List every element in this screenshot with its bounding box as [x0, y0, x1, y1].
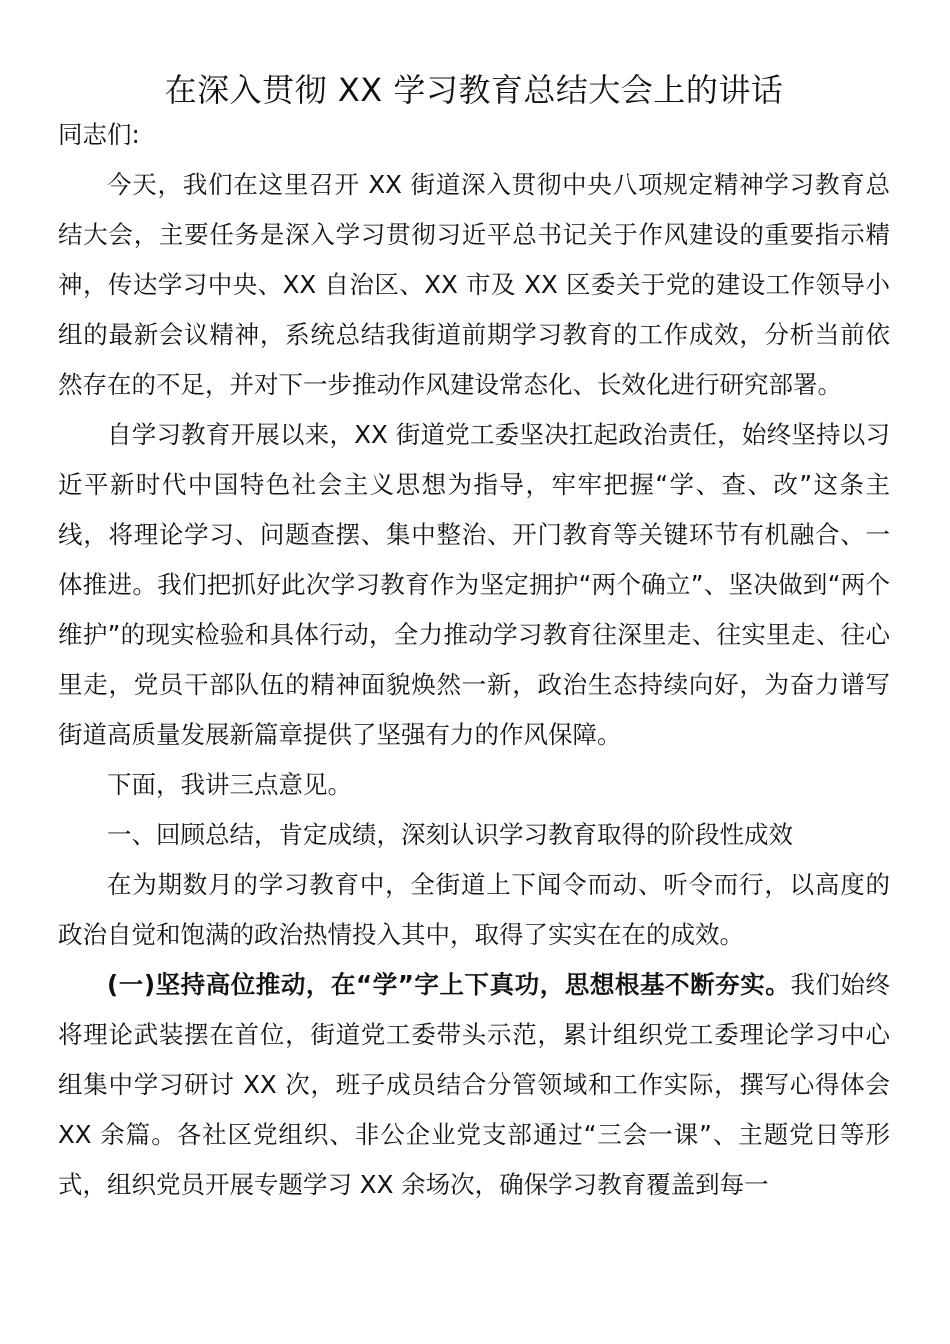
subsection-text: 我们始终将理论武装摆在首位，街道党工委带头示范，累计组织党工委理论学习中心组集中学习研讨 XX 次，班子成员结合分管领域和工作实际，撰写心得体会 XX 余篇。各社区党组织、非公企业党支部通过“三会一课”、主题党日等形式，组织党员开展专题学习 XX 余场次，确保学习教育覆盖到每一 — [58, 970, 890, 1199]
paragraph-overview: 自学习教育开展以来，XX 街道党工委坚决扛起政治责任，始终坚持以习近平新时代中国特色社会主义思想为指导，牢牢把握“学、查、改”这条主线，将理论学习、问题查摆、集中整治、开门教育等关键环节有机融合、一体推进。我们把抓好此次学习教育作为坚定拥护“两个确立”、坚决做到“两个维护”的现实检验和具体行动，全力推动学习教育往深里走、往实里走、往心里走，党员干部队伍的精神面貌焕然一新，政治生态持续向好，为奋力谱写街道高质量发展新篇章提供了坚强有力的作风保障。 — [58, 420, 890, 749]
subsection-paragraph — [58, 960, 890, 1210]
document-title: 在深入贯彻 XX 学习教育总结大会上的讲话 — [164, 71, 784, 109]
document-page — [58, 62, 890, 1210]
subsection-heading: (一)坚持高位推动，在“学”字上下真功，思想根基不断夯实。 — [107, 970, 791, 999]
paragraph-opening: 今天，我们在这里召开 XX 街道深入贯彻中央八项规定精神学习教育总结大会，主要任务是深入学习贯彻习近平总书记关于作风建设的重要指示精神，传达学习中央、XX 自治区、XX 市及 XX 区委关于党的建设工作领导小组的最新会议精神，系统总结我街道前期学习教育的工作成效，分析当前依然存在的不足，并对下一步推动作风建设常态化、长效化进行研究部署。 — [58, 170, 890, 399]
section-intro: 在为期数月的学习教育中，全街道上下闻令而动、听令而行，以高度的政治自觉和饱满的政治热情投入其中，取得了实实在在的成效。 — [58, 870, 890, 949]
salutation: 同志们: — [58, 120, 140, 149]
paragraph-transition: 下面，我讲三点意见。 — [107, 770, 352, 799]
section-heading: 一、回顾总结，肯定成绩，深刻认识学习教育取得的阶段性成效 — [107, 820, 793, 849]
